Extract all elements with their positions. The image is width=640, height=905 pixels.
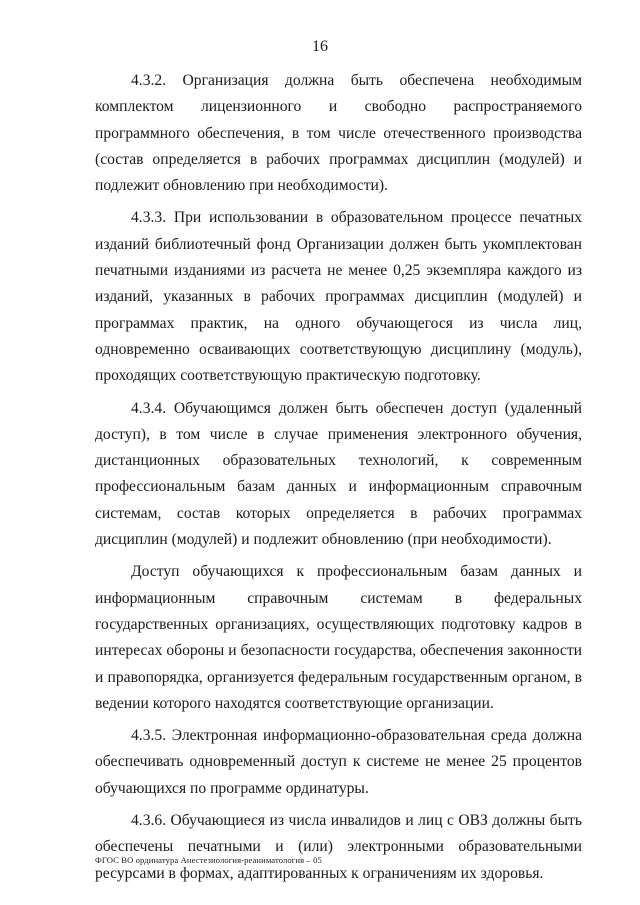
paragraph-4-3-6: 4.3.6. Обучающиеся из числа инвалидов и лиц с ОВЗ должны быть обеспечены печатными и (или) электронными образовательными ресурсами в формах, адаптированных к ограничениям их здоровья. <box>95 812 582 882</box>
paragraph-access: Доступ обучающихся к профессиональным базам данных и информационным справочным системам в федеральных государственных организациях, осуществляющих подготовку кадров в интересах обороны и безопасности государства, обеспечения законности и правопорядка, организуется федеральным государственным органом, в ведении которого находятся соответствующие организации. <box>95 563 582 712</box>
paragraph-4-3-4: 4.3.4. Обучающимся должен быть обеспечен доступ (удаленный доступ), в том числе в случае применения электронного обучения, дистанционных образовательных технологий, к современным профессиональным базам данных и информационным справочным системам, состав которых определяется в рабочих программах дисциплин (модулей) и подлежит обновлению (при необходимости). <box>95 399 582 549</box>
page-number: 16 <box>312 38 328 55</box>
paragraph-4-3-3: 4.3.3. При использовании в образовательном процессе печатных изданий библиотечный фонд Организации должен быть укомплектован печатными изданиями из расчета не менее 0,25 экземпляра каждого из изданий, указанных в рабочих программах дисциплин (модулей) и программах практик, на одного обучающегося из числа лиц, одновременно осваивающих соответствующую дисциплину (модуль), проходящих соответствующую практическую подготовку. <box>95 209 582 385</box>
paragraph-4-3-5: 4.3.5. Электронная информационно-образовательная среда должна обеспечивать одновременный доступ к системе не менее 25 процентов обучающихся по программе ординатуры. <box>95 727 582 797</box>
footer-note: ФГОС ВО ординатура Анестезиология-реаниматология – 05 <box>95 855 322 865</box>
document-body <box>95 68 582 893</box>
paragraph-4-3-2: 4.3.2. Организация должна быть обеспечена необходимым комплектом лицензионного и свободно распространяемого программного обеспечения, в том числе отечественного производства (состав определяется в рабочих программах дисциплин (модулей) и подлежит обновлению при необходимости). <box>95 72 582 195</box>
